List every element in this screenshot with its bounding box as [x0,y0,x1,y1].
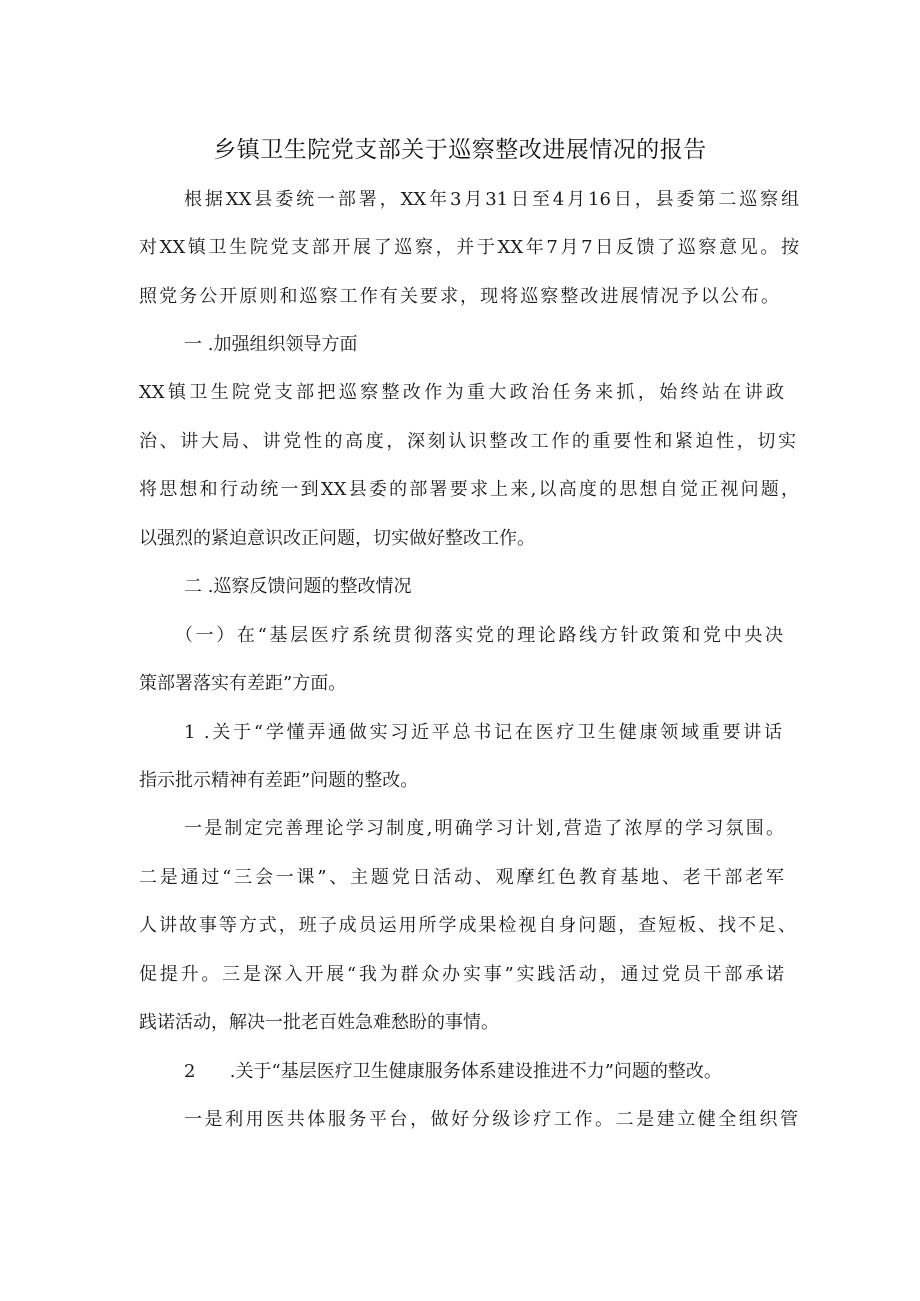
subsection-heading: （一）在“基层医疗系统贯彻落实党的理论路线方针政策和党中央决 [175,625,783,646]
paragraph-line: 一是利用医共体服务平台，做好分级诊疗工作。二是建立健全组织管 [184,1109,798,1130]
paragraph-line: 治、讲大局、讲党性的高度，深刻认识整改工作的重要性和紧迫性，切实 [139,431,796,452]
paragraph-line: XX镇卫生院党支部把巡察整改作为重大政治任务来抓，始终站在讲政 [139,382,784,403]
item-heading-1: 指示批示精神有差距”问题的整改。 [139,770,419,791]
paragraph-line: 践诺活动，解决一批老百姓急难愁盼的事情。 [139,1012,499,1033]
paragraph-line: 根据XX县委统一部署，XX年3月31日至4月16日，县委第二巡察组 [184,189,799,210]
paragraph-line: 将思想和行动统一到XX县委的部署要求上来,以高度的思想自觉正视问题， [139,479,799,500]
paragraph-line: 照党务公开原则和巡察工作有关要求，现将巡察整改进展情况予以公布。 [139,286,779,307]
item-heading-1: 1 .关于“学懂弄通做实习近平总书记在医疗卫生健康领域重要讲话 [184,722,782,743]
subsection-heading: 策部署落实有差距”方面。 [139,673,347,694]
paragraph-line: 促提升。三是深入开展“我为群众办实事”实践活动，通过党员干部承诺 [139,964,784,985]
paragraph-line: 以强烈的紧迫意识改正问题，切实做好整改工作。 [139,528,535,549]
paragraph-line: 二是通过“三会一课”、主题党日活动、观摩红色教育基地、老干部老军 [139,867,784,888]
item-heading-2: 2 .关于“基层医疗卫生健康服务体系建设推进不力”问题的整改。 [184,1061,722,1082]
paragraph-line: 一是制定完善理论学习制度,明确学习计划,营造了浓厚的学习氛围。 [184,818,784,839]
section-heading-1: 一 .加强组织领导方面 [184,334,358,355]
section-heading-2: 二 .巡察反馈问题的整改情况 [184,576,412,597]
paragraph-line: 人讲故事等方式，班子成员运用所学成果检视自身问题，查短板、找不足、 [139,915,796,936]
paragraph-line: 对XX镇卫生院党支部开展了巡察，并于XX年7月7日反馈了巡察意见。按 [139,237,799,258]
document-title: 乡镇卫生院党支部关于巡察整改进展情况的报告 [213,137,707,163]
